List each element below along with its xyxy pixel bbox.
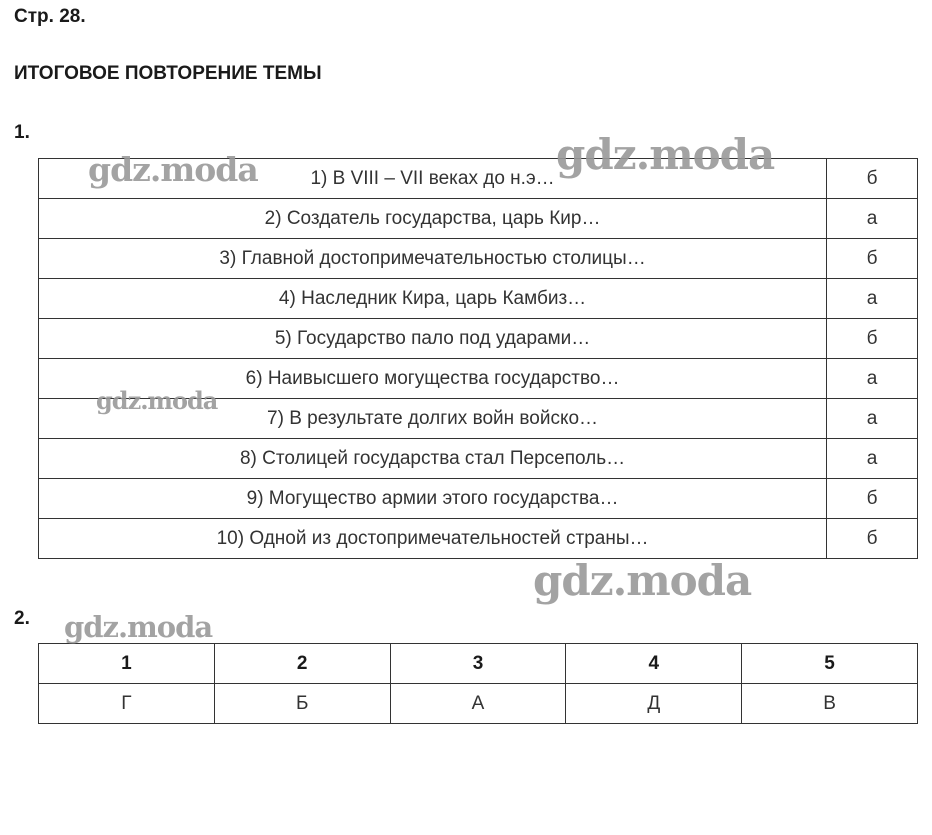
- answer-cell: б: [827, 519, 918, 559]
- table-row: [39, 519, 918, 559]
- task-2-match-table: [38, 643, 918, 724]
- task-2-number: 2.: [14, 608, 30, 629]
- table-row: [39, 279, 918, 319]
- value-cell: Г: [39, 684, 215, 724]
- task-1-answer-table: [38, 158, 918, 559]
- statement-cell: 6) Наивысшего могущества государство…: [39, 359, 827, 399]
- statement-cell: 2) Создатель государства, царь Кир…: [39, 199, 827, 239]
- statement-cell: 4) Наследник Кира, царь Камбиз…: [39, 279, 827, 319]
- watermark: gdz.moda: [96, 386, 218, 415]
- table-row: [39, 479, 918, 519]
- table-row: [39, 159, 918, 199]
- section-title: ИТОГОВОЕ ПОВТОРЕНИЕ ТЕМЫ: [14, 63, 322, 84]
- answer-cell: а: [827, 359, 918, 399]
- value-cell: В: [742, 684, 918, 724]
- statement-cell: 1) В VIII – VII веках до н.э…: [39, 159, 827, 199]
- statement-cell: 3) Главной достопримечательностью столицы…: [39, 239, 827, 279]
- task-1-number: 1.: [14, 122, 30, 143]
- header-cell: 3: [390, 644, 566, 684]
- watermark: gdz.moda: [64, 610, 213, 644]
- watermark: gdz.moda: [556, 130, 775, 179]
- table-row: [39, 199, 918, 239]
- header-cell: 2: [214, 644, 390, 684]
- answer-cell: б: [827, 479, 918, 519]
- table-row: [39, 684, 918, 724]
- header-cell: 4: [566, 644, 742, 684]
- value-cell: А: [390, 684, 566, 724]
- table-row: [39, 359, 918, 399]
- answer-cell: а: [827, 199, 918, 239]
- value-cell: Б: [214, 684, 390, 724]
- answer-cell: а: [827, 399, 918, 439]
- answer-cell: б: [827, 239, 918, 279]
- value-cell: Д: [566, 684, 742, 724]
- watermark: gdz.moda: [88, 150, 258, 189]
- table-row: [39, 319, 918, 359]
- page-label: Стр. 28.: [14, 6, 86, 27]
- table-row: [39, 439, 918, 479]
- answer-cell: а: [827, 439, 918, 479]
- statement-cell: 8) Столицей государства стал Персеполь…: [39, 439, 827, 479]
- answer-cell: а: [827, 279, 918, 319]
- answer-cell: б: [827, 319, 918, 359]
- answer-cell: б: [827, 159, 918, 199]
- statement-cell: 9) Могущество армии этого государства…: [39, 479, 827, 519]
- statement-cell: 10) Одной из достопримечательностей страны…: [39, 519, 827, 559]
- statement-cell: 7) В результате долгих войн войско…: [39, 399, 827, 439]
- table-row: [39, 239, 918, 279]
- statement-cell: 5) Государство пало под ударами…: [39, 319, 827, 359]
- header-cell: 5: [742, 644, 918, 684]
- header-cell: 1: [39, 644, 215, 684]
- table-header-row: [39, 644, 918, 684]
- table-row: [39, 399, 918, 439]
- watermark: gdz.moda: [533, 556, 752, 605]
